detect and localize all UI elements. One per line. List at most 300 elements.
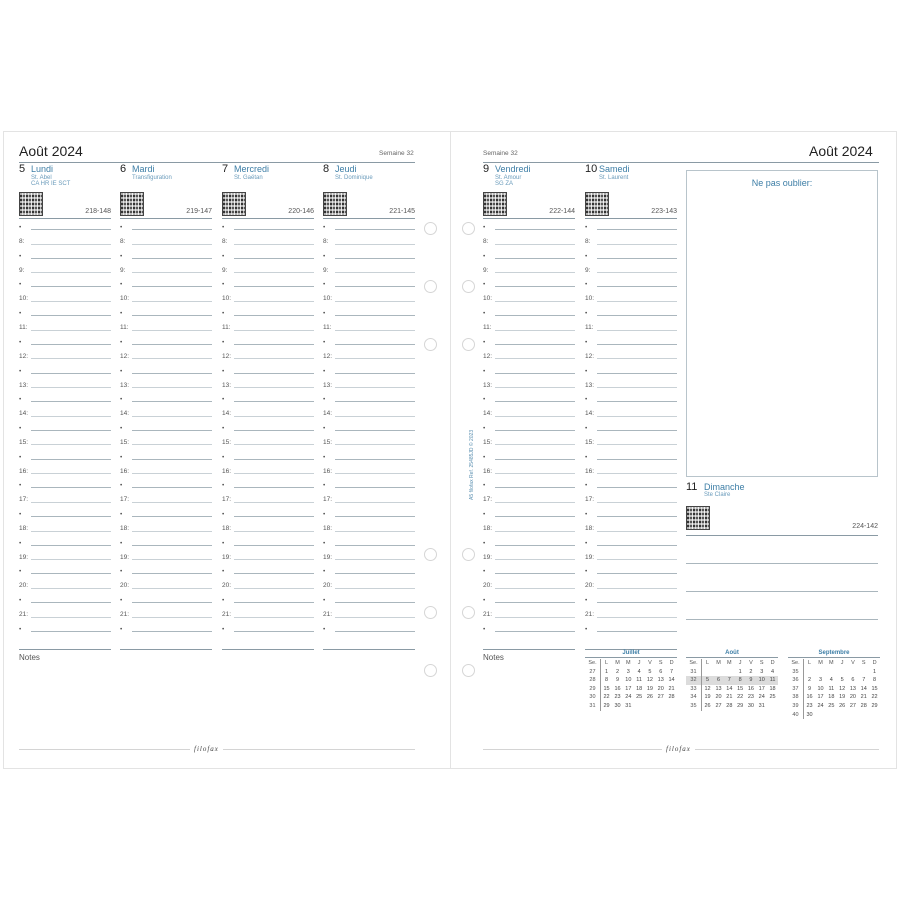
hour-slot[interactable] bbox=[222, 334, 314, 363]
calendar-day[interactable]: 18 bbox=[636, 685, 643, 692]
write-line[interactable] bbox=[234, 330, 314, 331]
calendar-day[interactable]: 8 bbox=[735, 676, 746, 685]
hour-slot[interactable] bbox=[585, 420, 677, 449]
write-line[interactable] bbox=[597, 588, 677, 589]
hour-slot[interactable] bbox=[483, 391, 575, 420]
hour-slot[interactable] bbox=[323, 420, 415, 449]
calendar-day[interactable]: 25 bbox=[769, 694, 776, 701]
write-line[interactable] bbox=[335, 301, 415, 302]
write-line[interactable] bbox=[495, 487, 575, 488]
calendar-day[interactable]: 6 bbox=[659, 668, 663, 675]
calendar-day[interactable]: 10 bbox=[625, 677, 632, 684]
calendar-day[interactable] bbox=[767, 702, 778, 711]
calendar-day[interactable]: 13 bbox=[849, 685, 856, 692]
calendar-day[interactable]: 28 bbox=[726, 702, 733, 709]
write-line[interactable] bbox=[31, 315, 111, 316]
hour-slot[interactable] bbox=[222, 506, 314, 535]
calendar-day[interactable] bbox=[645, 702, 656, 711]
write-line[interactable] bbox=[234, 416, 314, 417]
write-line[interactable] bbox=[31, 286, 111, 287]
calendar-day[interactable]: 16 bbox=[614, 685, 621, 692]
hour-slot[interactable] bbox=[323, 477, 415, 506]
write-line[interactable] bbox=[31, 330, 111, 331]
hour-slot[interactable] bbox=[483, 477, 575, 506]
calendar-day[interactable] bbox=[815, 668, 826, 677]
day-column[interactable] bbox=[222, 163, 314, 651]
calendar-day[interactable] bbox=[724, 668, 735, 677]
calendar-day[interactable] bbox=[858, 711, 869, 720]
write-line[interactable] bbox=[234, 459, 314, 460]
write-line[interactable] bbox=[495, 588, 575, 589]
hour-slot[interactable] bbox=[120, 477, 212, 506]
write-line[interactable] bbox=[597, 545, 677, 546]
write-line[interactable] bbox=[132, 487, 212, 488]
write-line[interactable] bbox=[597, 387, 677, 388]
calendar-day[interactable]: 22 bbox=[737, 694, 744, 701]
write-line[interactable] bbox=[335, 617, 415, 618]
hour-slot[interactable] bbox=[323, 363, 415, 392]
write-line[interactable] bbox=[132, 315, 212, 316]
calendar-day[interactable]: 17 bbox=[817, 694, 824, 701]
day-column[interactable] bbox=[483, 163, 575, 651]
write-line[interactable] bbox=[234, 531, 314, 532]
hour-slot[interactable] bbox=[120, 563, 212, 592]
write-line[interactable] bbox=[495, 272, 575, 273]
write-line[interactable] bbox=[132, 401, 212, 402]
write-line[interactable] bbox=[234, 373, 314, 374]
hour-slot[interactable] bbox=[483, 563, 575, 592]
hour-slot[interactable] bbox=[120, 305, 212, 334]
write-line[interactable] bbox=[31, 573, 111, 574]
write-line[interactable] bbox=[597, 330, 677, 331]
write-line[interactable] bbox=[335, 272, 415, 273]
sunday-write-line[interactable] bbox=[686, 619, 878, 620]
calendar-day[interactable]: 14 bbox=[726, 685, 733, 692]
write-line[interactable] bbox=[597, 258, 677, 259]
write-line[interactable] bbox=[31, 416, 111, 417]
write-line[interactable] bbox=[495, 315, 575, 316]
calendar-day[interactable] bbox=[815, 711, 826, 720]
calendar-day[interactable]: 29 bbox=[603, 702, 610, 709]
write-line[interactable] bbox=[335, 502, 415, 503]
write-line[interactable] bbox=[495, 229, 575, 230]
hour-slot[interactable] bbox=[120, 276, 212, 305]
calendar-day[interactable]: 24 bbox=[625, 694, 632, 701]
write-line[interactable] bbox=[495, 344, 575, 345]
hour-slot[interactable] bbox=[222, 420, 314, 449]
write-line[interactable] bbox=[597, 344, 677, 345]
hour-slot[interactable] bbox=[323, 535, 415, 564]
write-line[interactable] bbox=[597, 272, 677, 273]
write-line[interactable] bbox=[597, 444, 677, 445]
write-line[interactable] bbox=[132, 573, 212, 574]
write-line[interactable] bbox=[132, 387, 212, 388]
calendar-day[interactable]: 12 bbox=[839, 685, 846, 692]
write-line[interactable] bbox=[31, 373, 111, 374]
hour-slot[interactable] bbox=[585, 449, 677, 478]
hour-slot[interactable] bbox=[19, 477, 111, 506]
write-line[interactable] bbox=[132, 502, 212, 503]
write-line[interactable] bbox=[234, 602, 314, 603]
calendar-day[interactable]: 24 bbox=[817, 702, 824, 709]
write-line[interactable] bbox=[31, 516, 111, 517]
write-line[interactable] bbox=[335, 602, 415, 603]
write-line[interactable] bbox=[31, 473, 111, 474]
write-line[interactable] bbox=[132, 531, 212, 532]
write-line[interactable] bbox=[234, 502, 314, 503]
calendar-day[interactable]: 25 bbox=[828, 702, 835, 709]
write-line[interactable] bbox=[495, 631, 575, 632]
write-line[interactable] bbox=[335, 473, 415, 474]
calendar-day[interactable]: 8 bbox=[873, 677, 877, 684]
hour-slot[interactable] bbox=[222, 563, 314, 592]
calendar-day[interactable]: 20 bbox=[849, 694, 856, 701]
write-line[interactable] bbox=[335, 531, 415, 532]
write-line[interactable] bbox=[31, 387, 111, 388]
hour-slot[interactable] bbox=[222, 449, 314, 478]
hour-slot[interactable] bbox=[483, 506, 575, 535]
write-line[interactable] bbox=[234, 487, 314, 488]
calendar-day[interactable]: 31 bbox=[625, 702, 632, 709]
write-line[interactable] bbox=[234, 387, 314, 388]
write-line[interactable] bbox=[597, 502, 677, 503]
write-line[interactable] bbox=[335, 315, 415, 316]
hour-slot[interactable] bbox=[585, 477, 677, 506]
write-line[interactable] bbox=[495, 444, 575, 445]
write-line[interactable] bbox=[31, 531, 111, 532]
write-line[interactable] bbox=[234, 559, 314, 560]
write-line[interactable] bbox=[31, 559, 111, 560]
calendar-day[interactable]: 30 bbox=[806, 711, 813, 718]
calendar-day[interactable]: 3 bbox=[819, 677, 823, 684]
hour-slot[interactable] bbox=[19, 563, 111, 592]
write-line[interactable] bbox=[234, 545, 314, 546]
write-line[interactable] bbox=[597, 430, 677, 431]
write-line[interactable] bbox=[495, 330, 575, 331]
write-line[interactable] bbox=[335, 358, 415, 359]
write-line[interactable] bbox=[132, 516, 212, 517]
write-line[interactable] bbox=[495, 516, 575, 517]
calendar-day[interactable]: 22 bbox=[871, 694, 878, 701]
hour-slot[interactable] bbox=[585, 248, 677, 277]
hour-slot[interactable] bbox=[120, 506, 212, 535]
write-line[interactable] bbox=[234, 301, 314, 302]
write-line[interactable] bbox=[335, 545, 415, 546]
calendar-day[interactable]: 31 bbox=[758, 702, 765, 709]
write-line[interactable] bbox=[597, 459, 677, 460]
write-line[interactable] bbox=[132, 358, 212, 359]
write-line[interactable] bbox=[495, 416, 575, 417]
write-line[interactable] bbox=[597, 301, 677, 302]
write-line[interactable] bbox=[234, 315, 314, 316]
calendar-day[interactable]: 13 bbox=[715, 685, 722, 692]
calendar-day[interactable]: 20 bbox=[715, 694, 722, 701]
write-line[interactable] bbox=[31, 344, 111, 345]
write-line[interactable] bbox=[234, 401, 314, 402]
write-line[interactable] bbox=[132, 473, 212, 474]
hour-slot[interactable] bbox=[120, 449, 212, 478]
write-line[interactable] bbox=[335, 487, 415, 488]
write-line[interactable] bbox=[132, 444, 212, 445]
calendar-day[interactable]: 13 bbox=[657, 677, 664, 684]
write-line[interactable] bbox=[132, 459, 212, 460]
write-line[interactable] bbox=[234, 272, 314, 273]
write-line[interactable] bbox=[31, 502, 111, 503]
calendar-day[interactable]: 14 bbox=[860, 685, 867, 692]
calendar-day[interactable]: 24 bbox=[758, 694, 765, 701]
write-line[interactable] bbox=[132, 301, 212, 302]
write-line[interactable] bbox=[335, 244, 415, 245]
write-line[interactable] bbox=[132, 258, 212, 259]
hour-slot[interactable] bbox=[323, 391, 415, 420]
calendar-day[interactable]: 18 bbox=[828, 694, 835, 701]
write-line[interactable] bbox=[234, 229, 314, 230]
write-line[interactable] bbox=[495, 373, 575, 374]
write-line[interactable] bbox=[495, 473, 575, 474]
hour-slot[interactable] bbox=[323, 248, 415, 277]
calendar-day[interactable]: 11 bbox=[767, 676, 778, 685]
calendar-day[interactable]: 4 bbox=[829, 677, 833, 684]
hour-slot[interactable] bbox=[19, 305, 111, 334]
write-line[interactable] bbox=[31, 401, 111, 402]
write-line[interactable] bbox=[597, 516, 677, 517]
calendar-day[interactable]: 19 bbox=[839, 694, 846, 701]
write-line[interactable] bbox=[31, 258, 111, 259]
calendar-day[interactable]: 11 bbox=[636, 677, 642, 684]
calendar-day[interactable]: 16 bbox=[747, 685, 754, 692]
calendar-day[interactable] bbox=[848, 668, 859, 677]
write-line[interactable] bbox=[335, 416, 415, 417]
hour-slot[interactable] bbox=[585, 305, 677, 334]
calendar-day[interactable]: 9 bbox=[746, 676, 757, 685]
calendar-day[interactable]: 21 bbox=[668, 685, 675, 692]
write-line[interactable] bbox=[495, 387, 575, 388]
calendar-day[interactable]: 1 bbox=[873, 668, 877, 675]
calendar-day[interactable]: 1 bbox=[738, 668, 742, 675]
hour-slot[interactable] bbox=[585, 592, 677, 621]
write-line[interactable] bbox=[597, 531, 677, 532]
calendar-day[interactable]: 9 bbox=[808, 685, 812, 692]
calendar-day[interactable]: 3 bbox=[760, 668, 764, 675]
write-line[interactable] bbox=[132, 330, 212, 331]
calendar-day[interactable] bbox=[837, 668, 848, 677]
write-line[interactable] bbox=[495, 573, 575, 574]
hour-slot[interactable] bbox=[222, 363, 314, 392]
hour-slot[interactable] bbox=[323, 621, 415, 650]
write-line[interactable] bbox=[495, 531, 575, 532]
write-line[interactable] bbox=[234, 258, 314, 259]
write-line[interactable] bbox=[495, 301, 575, 302]
calendar-day[interactable]: 27 bbox=[657, 694, 664, 701]
hour-slot[interactable] bbox=[585, 276, 677, 305]
write-line[interactable] bbox=[495, 502, 575, 503]
write-line[interactable] bbox=[132, 244, 212, 245]
hour-slot[interactable] bbox=[120, 248, 212, 277]
hour-slot[interactable] bbox=[483, 334, 575, 363]
hour-slot[interactable] bbox=[19, 276, 111, 305]
write-line[interactable] bbox=[597, 487, 677, 488]
hour-slot[interactable] bbox=[120, 391, 212, 420]
calendar-day[interactable] bbox=[803, 668, 815, 677]
hour-slot[interactable] bbox=[19, 621, 111, 650]
hour-slot[interactable] bbox=[323, 563, 415, 592]
hour-slot[interactable] bbox=[19, 363, 111, 392]
write-line[interactable] bbox=[31, 617, 111, 618]
calendar-day[interactable]: 10 bbox=[817, 685, 824, 692]
write-line[interactable] bbox=[234, 444, 314, 445]
write-line[interactable] bbox=[31, 301, 111, 302]
write-line[interactable] bbox=[597, 373, 677, 374]
calendar-day[interactable]: 14 bbox=[668, 677, 675, 684]
write-line[interactable] bbox=[132, 430, 212, 431]
calendar-day[interactable]: 28 bbox=[668, 694, 675, 701]
sunday-write-line[interactable] bbox=[686, 591, 878, 592]
write-line[interactable] bbox=[132, 272, 212, 273]
write-line[interactable] bbox=[335, 401, 415, 402]
calendar-day[interactable]: 27 bbox=[849, 702, 856, 709]
calendar-day[interactable]: 18 bbox=[769, 685, 776, 692]
write-line[interactable] bbox=[31, 444, 111, 445]
hour-slot[interactable] bbox=[585, 391, 677, 420]
calendar-day[interactable] bbox=[837, 711, 848, 720]
calendar-day[interactable]: 6 bbox=[713, 676, 724, 685]
calendar-day[interactable]: 16 bbox=[806, 694, 813, 701]
write-line[interactable] bbox=[597, 358, 677, 359]
write-line[interactable] bbox=[31, 229, 111, 230]
write-line[interactable] bbox=[335, 444, 415, 445]
hour-slot[interactable] bbox=[120, 334, 212, 363]
calendar-day[interactable]: 15 bbox=[871, 685, 878, 692]
hour-slot[interactable] bbox=[483, 592, 575, 621]
write-line[interactable] bbox=[234, 344, 314, 345]
calendar-day[interactable]: 2 bbox=[616, 668, 620, 675]
calendar-day[interactable]: 15 bbox=[737, 685, 744, 692]
hour-slot[interactable] bbox=[222, 592, 314, 621]
write-line[interactable] bbox=[132, 545, 212, 546]
calendar-day[interactable]: 11 bbox=[828, 685, 835, 692]
hour-slot[interactable] bbox=[323, 276, 415, 305]
day-column[interactable] bbox=[585, 163, 677, 651]
hour-slot[interactable] bbox=[19, 506, 111, 535]
hour-slot[interactable] bbox=[222, 305, 314, 334]
calendar-day[interactable]: 30 bbox=[614, 702, 621, 709]
calendar-day[interactable]: 20 bbox=[657, 685, 664, 692]
calendar-day[interactable]: 22 bbox=[603, 694, 610, 701]
write-line[interactable] bbox=[132, 229, 212, 230]
write-line[interactable] bbox=[234, 286, 314, 287]
write-line[interactable] bbox=[132, 373, 212, 374]
calendar-day[interactable]: 29 bbox=[871, 702, 878, 709]
calendar-day[interactable] bbox=[666, 702, 677, 711]
write-line[interactable] bbox=[132, 602, 212, 603]
calendar-day[interactable]: 2 bbox=[808, 677, 812, 684]
calendar-day[interactable] bbox=[634, 702, 645, 711]
calendar-day[interactable]: 5 bbox=[840, 677, 844, 684]
write-line[interactable] bbox=[234, 631, 314, 632]
hour-slot[interactable] bbox=[120, 363, 212, 392]
hour-slot[interactable] bbox=[585, 363, 677, 392]
write-line[interactable] bbox=[495, 617, 575, 618]
write-line[interactable] bbox=[132, 559, 212, 560]
write-line[interactable] bbox=[234, 617, 314, 618]
write-line[interactable] bbox=[335, 430, 415, 431]
write-line[interactable] bbox=[495, 358, 575, 359]
hour-slot[interactable] bbox=[120, 420, 212, 449]
hour-slot[interactable] bbox=[19, 334, 111, 363]
reminder-box[interactable] bbox=[686, 170, 878, 477]
hour-slot[interactable] bbox=[222, 621, 314, 650]
calendar-day[interactable]: 30 bbox=[747, 702, 754, 709]
hour-slot[interactable] bbox=[19, 592, 111, 621]
hour-slot[interactable] bbox=[120, 621, 212, 650]
calendar-day[interactable]: 19 bbox=[704, 694, 711, 701]
write-line[interactable] bbox=[31, 244, 111, 245]
calendar-day[interactable]: 23 bbox=[806, 702, 813, 709]
write-line[interactable] bbox=[31, 459, 111, 460]
write-line[interactable] bbox=[597, 573, 677, 574]
hour-slot[interactable] bbox=[483, 535, 575, 564]
hour-slot[interactable] bbox=[19, 219, 111, 248]
hour-slot[interactable] bbox=[483, 305, 575, 334]
hour-slot[interactable] bbox=[483, 363, 575, 392]
day-column[interactable] bbox=[19, 163, 111, 651]
calendar-day[interactable]: 12 bbox=[704, 685, 711, 692]
calendar-day[interactable] bbox=[826, 668, 837, 677]
calendar-day[interactable]: 9 bbox=[616, 677, 620, 684]
write-line[interactable] bbox=[495, 401, 575, 402]
calendar-day[interactable]: 15 bbox=[603, 685, 610, 692]
write-line[interactable] bbox=[335, 459, 415, 460]
write-line[interactable] bbox=[597, 416, 677, 417]
hour-slot[interactable] bbox=[222, 391, 314, 420]
calendar-day[interactable] bbox=[826, 711, 837, 720]
write-line[interactable] bbox=[132, 416, 212, 417]
write-line[interactable] bbox=[597, 315, 677, 316]
calendar-day[interactable]: 7 bbox=[862, 677, 866, 684]
hour-slot[interactable] bbox=[483, 420, 575, 449]
calendar-day[interactable]: 17 bbox=[758, 685, 765, 692]
write-line[interactable] bbox=[495, 545, 575, 546]
write-line[interactable] bbox=[597, 286, 677, 287]
day-column[interactable] bbox=[120, 163, 212, 651]
hour-slot[interactable] bbox=[19, 449, 111, 478]
calendar-day[interactable]: 26 bbox=[646, 694, 653, 701]
write-line[interactable] bbox=[335, 286, 415, 287]
hour-slot[interactable] bbox=[585, 621, 677, 650]
write-line[interactable] bbox=[495, 559, 575, 560]
write-line[interactable] bbox=[132, 617, 212, 618]
calendar-day[interactable]: 29 bbox=[737, 702, 744, 709]
hour-slot[interactable] bbox=[585, 563, 677, 592]
write-line[interactable] bbox=[597, 617, 677, 618]
hour-slot[interactable] bbox=[585, 506, 677, 535]
hour-slot[interactable] bbox=[120, 535, 212, 564]
calendar-day[interactable]: 17 bbox=[625, 685, 632, 692]
hour-slot[interactable] bbox=[323, 592, 415, 621]
write-line[interactable] bbox=[335, 588, 415, 589]
write-line[interactable] bbox=[335, 559, 415, 560]
write-line[interactable] bbox=[31, 358, 111, 359]
write-line[interactable] bbox=[31, 631, 111, 632]
write-line[interactable] bbox=[335, 516, 415, 517]
hour-slot[interactable] bbox=[483, 621, 575, 650]
calendar-day[interactable]: 5 bbox=[701, 676, 713, 685]
calendar-day[interactable]: 19 bbox=[646, 685, 653, 692]
hour-slot[interactable] bbox=[323, 506, 415, 535]
write-line[interactable] bbox=[495, 459, 575, 460]
hour-slot[interactable] bbox=[483, 219, 575, 248]
calendar-day[interactable]: 8 bbox=[605, 677, 609, 684]
